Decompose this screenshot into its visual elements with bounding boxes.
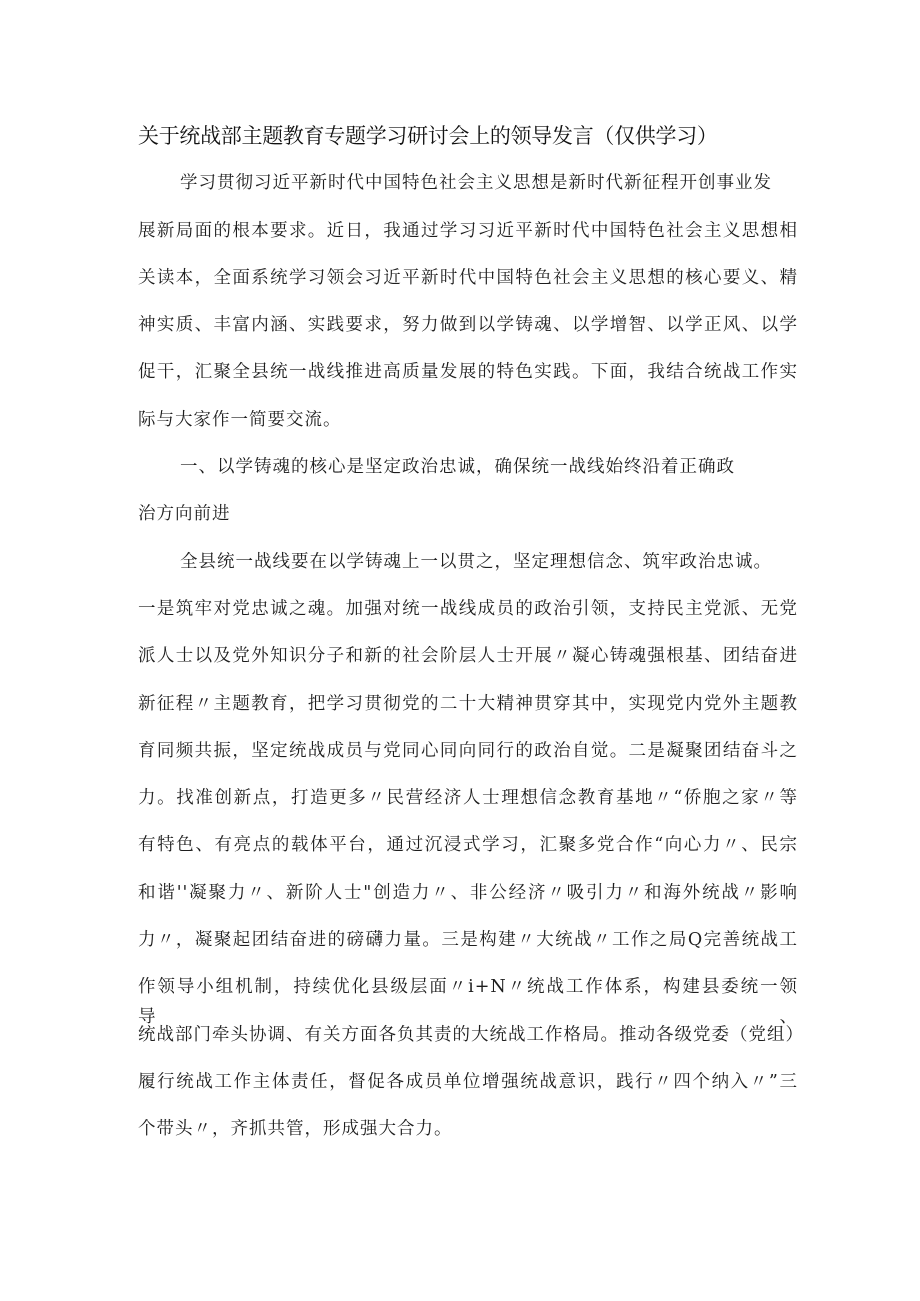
section-heading-line: 一、以学铸魂的核心是坚定政治忠诚，确保统一战线始终沿着正确政 <box>180 457 735 477</box>
paragraph-line: 履行统战工作主体责任，督促各成员单位增强统战意识，践行〃四个纳入〃”三 <box>138 1072 798 1092</box>
paragraph-line: 关读本，全面系统学习领会习近平新时代中国特色社会主义思想的核心要义、精 <box>138 268 798 288</box>
paragraph-line: 有特色、有亮点的载体平台，通过沉浸式学习，汇聚多党合作“向心力〃、民宗 <box>138 835 798 855</box>
paragraph-line: 学习贯彻习近平新时代中国特色社会主义思想是新时代新征程开创事业发 <box>180 173 772 193</box>
paragraph-line: 派人士以及党外知识分子和新的社会阶层人士开展〃凝心铸魂强根基、团结奋进 <box>138 646 798 666</box>
paragraph-line: 育同频共振，坚定统战成员与党同心同向同行的政治自觉。二是凝聚团结奋斗之 <box>138 741 798 761</box>
paragraph-line: 神实质、丰富内涵、实践要求，努力做到以学铸魂、以学增智、以学正风、以学 <box>138 315 798 335</box>
paragraph-line: 统战部门牵头协调、有关方面各负其责的大统战工作格局。推动各级党委（党组） <box>138 1025 804 1045</box>
paragraph-line: 新征程〃主题教育，把学习贯彻党的二十大精神贯穿其中，实现党内党外主题教 <box>138 694 798 714</box>
paragraph-line: 全县统一战线要在以学铸魂上一以贯之，坚定理想信念、筑牢政治忠诚。 <box>180 552 772 572</box>
paragraph-line: 际与大家作一简要交流。 <box>138 410 342 430</box>
paragraph-line: 和谐''凝聚力〃、新阶人士"创造力〃、非公经济〃吸引力〃和海外统战〃影响 <box>138 883 798 903</box>
paragraph-line: 展新局面的根本要求。近日，我通过学习习近平新时代中国特色社会主义思想相 <box>138 221 798 241</box>
paragraph-line: 力。找准创新点，打造更多〃民营经济人士理想信念教育基地〃“侨胞之家〃等 <box>138 788 798 808</box>
paragraph-line: 促干，汇聚全县统一战线推进高质量发展的特色实践。下面，我结合统战工作实 <box>138 362 798 382</box>
document-title: 关于统战部主题教育专题学习研讨会上的领导发言（仅供学习） <box>138 124 718 148</box>
section-heading-line: 治方向前进 <box>138 504 231 524</box>
paragraph-line: 力〃，凝聚起团结奋进的磅礴力量。三是构建〃大统战〃工作之局Q完善统战工 <box>138 930 798 950</box>
paragraph-line: 一是筑牢对党忠诚之魂。加强对统一战线成员的政治引领，支持民主党派、无党 <box>138 599 798 619</box>
paragraph-line: 作领导小组机制，持续优化县级层面〃i+N〃统战工作体系，构建县委统一领导、 <box>138 977 798 1027</box>
paragraph-line: 个带头〃，齐抓共管，形成强大合力。 <box>138 1119 453 1139</box>
